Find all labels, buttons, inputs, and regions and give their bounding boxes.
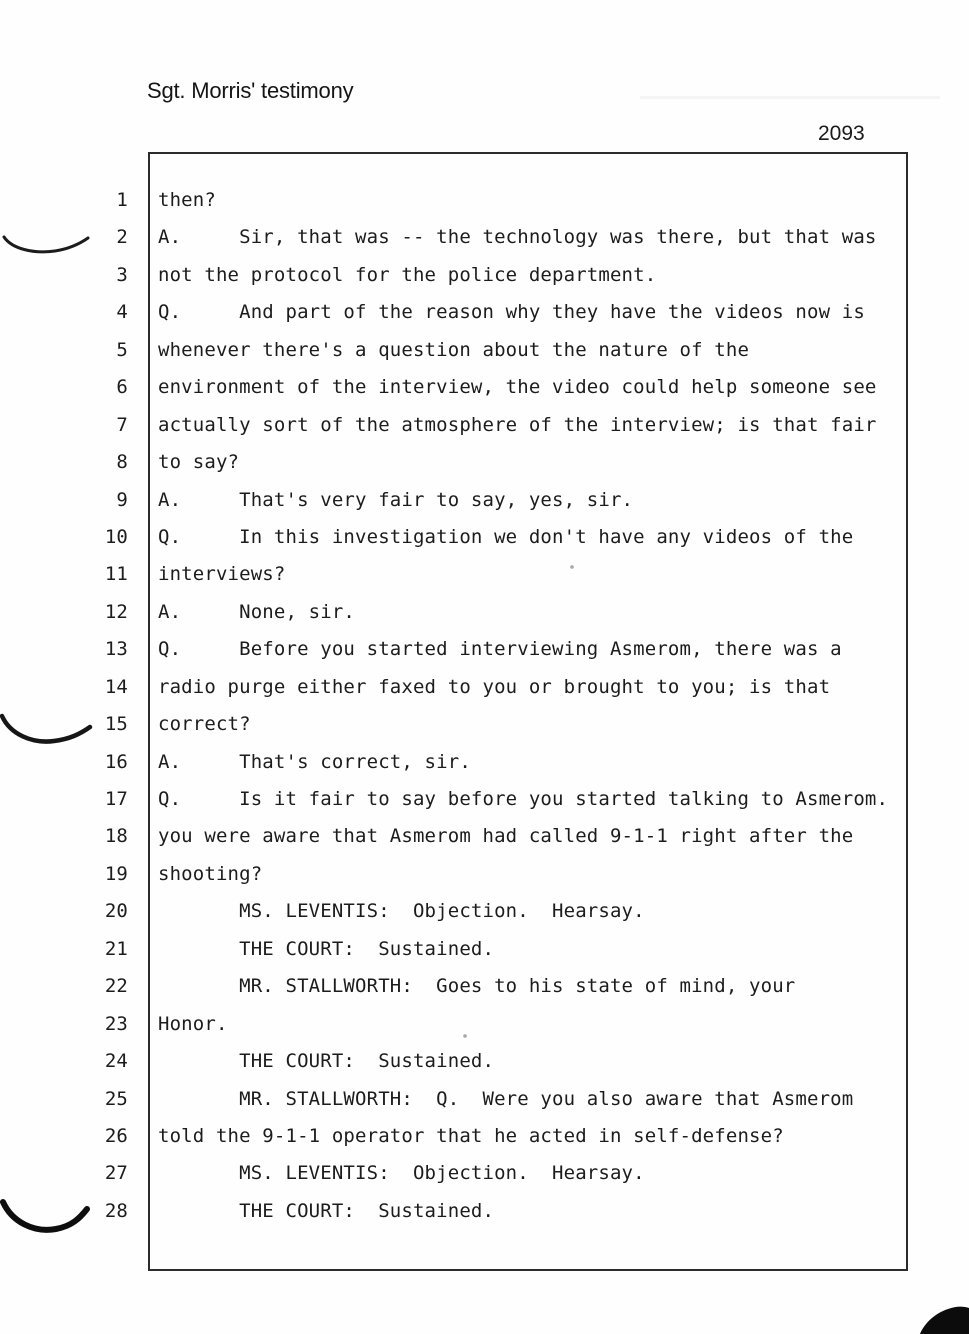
line-number: 16 — [104, 750, 128, 773]
line-number: 7 — [116, 413, 128, 436]
line-number: 25 — [104, 1087, 128, 1110]
line-text: actually sort of the atmosphere of the interview; is that fair — [158, 413, 877, 436]
scan-smudge — [640, 96, 940, 99]
line-number: 17 — [104, 788, 128, 810]
line-text: Q. And part of the reason why they have the videos now is — [158, 301, 865, 324]
page-number: 2093 — [818, 122, 865, 145]
line-number: 22 — [104, 975, 128, 998]
transcript-line — [0, 294, 910, 331]
line-number: 6 — [116, 376, 128, 399]
transcript-line — [0, 818, 910, 855]
line-number: 26 — [104, 1124, 128, 1147]
line-text: A. That's correct, sir. — [158, 750, 471, 773]
line-number: 13 — [104, 638, 128, 661]
line-text: to say? — [158, 451, 240, 474]
transcript-line — [0, 631, 910, 668]
line-text: Q. Before you started interviewing Asmerom, there was a — [158, 638, 842, 661]
line-text: interviews? — [158, 563, 286, 586]
line-number: 10 — [104, 525, 128, 548]
transcript-line — [0, 968, 910, 1005]
transcript-line — [0, 706, 910, 743]
transcript-line — [0, 856, 910, 893]
line-text: THE COURT: Sustained. — [158, 1199, 495, 1222]
line-text: MR. STALLWORTH: Q. Were you also aware that Asmerom — [158, 1087, 854, 1110]
handwritten-header-annotation: Sgt. Morris' testimony — [147, 78, 354, 103]
line-number: 5 — [116, 338, 128, 361]
line-number: 2 — [116, 226, 128, 249]
transcript-line — [0, 257, 910, 294]
line-text: A. None, sir. — [158, 600, 356, 623]
scan-blob-corner — [920, 1307, 969, 1334]
line-text: THE COURT: Sustained. — [158, 937, 495, 960]
transcript-line — [0, 332, 910, 369]
line-text: correct? — [158, 713, 251, 736]
line-text: MS. LEVENTIS: Objection. Hearsay. — [158, 1162, 645, 1185]
transcript-line — [0, 407, 910, 444]
transcript-line — [0, 482, 910, 519]
line-number: 9 — [116, 488, 128, 511]
transcript-line — [0, 219, 910, 256]
line-text: you were aware that Asmerom had called 9-1-1 right after the — [158, 825, 854, 848]
transcript-line — [0, 744, 910, 781]
transcript-line — [0, 1006, 910, 1043]
line-text: THE COURT: Sustained. — [158, 1050, 495, 1073]
line-text: A. Sir, that was -- the technology was there, but that was — [158, 226, 877, 249]
transcript-line — [0, 669, 910, 706]
line-number: 23 — [104, 1012, 128, 1035]
line-number: 20 — [104, 900, 128, 923]
line-text: Honor. — [158, 1012, 228, 1035]
line-text: Q. In this investigation we don't have any videos of the — [158, 525, 854, 548]
transcript-line — [0, 182, 910, 219]
line-number: 28 — [104, 1199, 128, 1222]
line-text: MR. STALLWORTH: Goes to his state of mind, your — [158, 975, 796, 998]
line-number: 19 — [104, 862, 128, 885]
line-number: 3 — [116, 263, 128, 286]
transcript-line — [0, 444, 910, 481]
transcript-lines — [0, 182, 910, 1230]
line-text: radio purge either faxed to you or brought to you; is that — [158, 675, 831, 698]
line-number: 15 — [104, 713, 128, 736]
line-text: shooting? — [158, 862, 263, 885]
transcript-line — [0, 893, 910, 930]
line-text: environment of the interview, the video could help someone see — [158, 376, 877, 399]
transcript-line — [0, 781, 910, 818]
line-text: not the protocol for the police department. — [158, 263, 657, 286]
line-number: 4 — [116, 301, 128, 324]
line-text: then? — [158, 189, 216, 211]
line-number: 11 — [104, 563, 128, 586]
line-text: told the 9-1-1 operator that he acted in self-defense? — [158, 1124, 784, 1147]
line-number: 18 — [104, 825, 128, 848]
transcript-line — [0, 1043, 910, 1080]
transcript-line — [0, 1118, 910, 1155]
line-number: 12 — [104, 600, 128, 623]
transcript-line — [0, 519, 910, 556]
line-text: Q. Is it fair to say before you started talking to Asmerom. — [158, 788, 889, 810]
transcript-line — [0, 931, 910, 968]
line-number: 14 — [104, 675, 128, 698]
transcript-line — [0, 369, 910, 406]
line-number: 27 — [104, 1162, 128, 1185]
transcript-line — [0, 594, 910, 631]
transcript-line — [0, 556, 910, 593]
line-number: 21 — [104, 937, 128, 960]
line-number: 1 — [116, 189, 128, 211]
line-number: 24 — [104, 1050, 128, 1073]
transcript-line — [0, 1193, 910, 1230]
transcript-line — [0, 1155, 910, 1192]
line-text: A. That's very fair to say, yes, sir. — [158, 488, 634, 511]
line-number: 8 — [116, 451, 128, 474]
line-text: MS. LEVENTIS: Objection. Hearsay. — [158, 900, 645, 923]
transcript-line — [0, 1081, 910, 1118]
line-text: whenever there's a question about the nature of the — [158, 338, 750, 361]
